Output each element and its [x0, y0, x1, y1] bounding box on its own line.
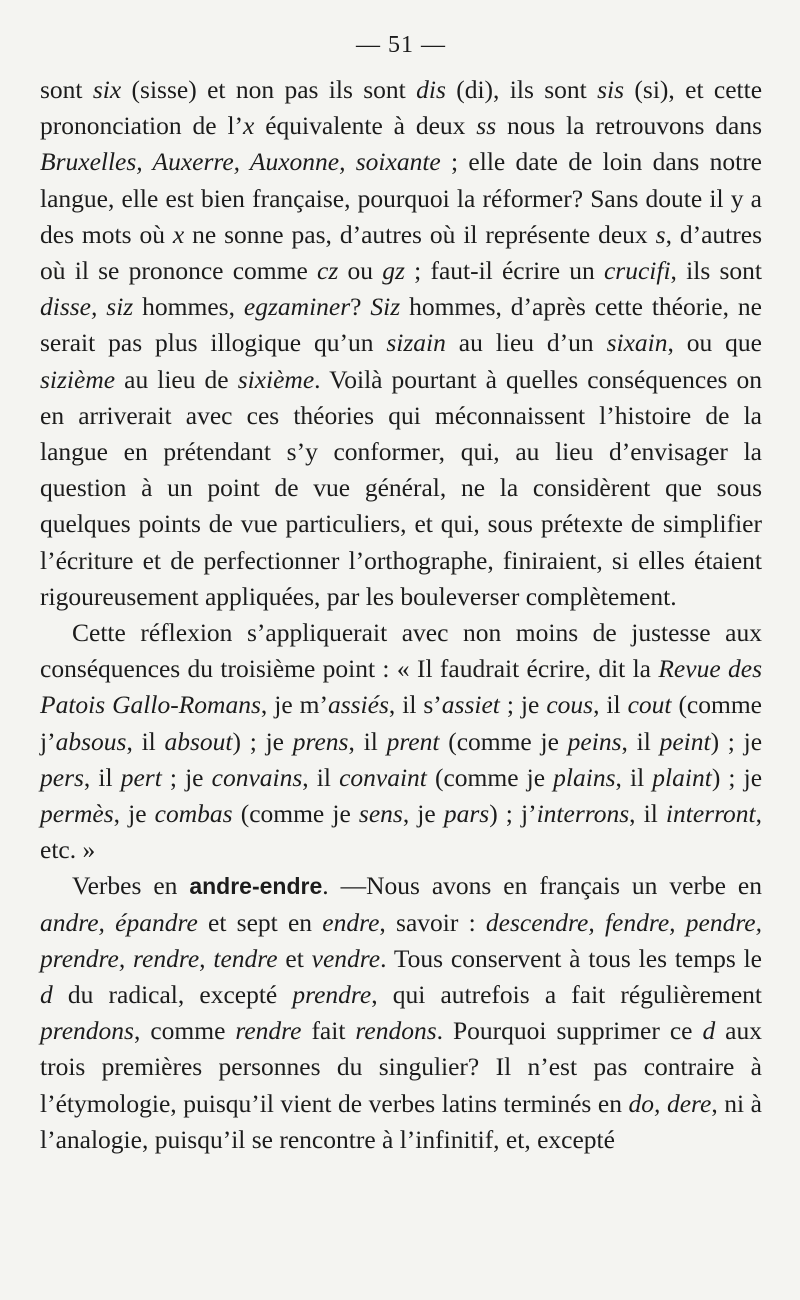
- italic-run: Bruxelles, Auxerre, Auxonne, soixante: [40, 147, 441, 177]
- text-run: (comme je: [439, 726, 568, 756]
- text-run: (comme je: [232, 799, 359, 829]
- italic-run: pers: [40, 762, 84, 792]
- italic-run: disse, siz: [40, 292, 134, 322]
- italic-run: ss: [476, 111, 497, 141]
- italic-run: cous: [546, 690, 594, 720]
- italic-run: endre: [322, 907, 380, 937]
- bold-run: andre-endre: [189, 873, 323, 900]
- text-run: Verbes en: [72, 871, 190, 901]
- italic-run: rendre: [235, 1016, 302, 1046]
- italic-run: plains: [553, 762, 616, 792]
- text-run: . Pourquoi supprimer ce: [436, 1016, 703, 1046]
- italic-run: crucifi: [603, 256, 671, 286]
- italic-run: combas: [154, 799, 233, 829]
- text-run: nous la retrouvons dans: [496, 111, 762, 141]
- italic-run: egzaminer: [243, 292, 351, 322]
- italic-run: sis: [597, 75, 625, 104]
- italic-run: sixain: [606, 328, 668, 358]
- text-run: , il: [348, 726, 387, 756]
- italic-run: prendons: [40, 1016, 134, 1046]
- italic-run: gz: [382, 256, 405, 286]
- text-run: au lieu d’un: [445, 328, 607, 358]
- paragraph: [40, 72, 762, 615]
- italic-run: Revue des Patois Gallo-Romans: [40, 654, 762, 720]
- text-run: , il: [593, 690, 628, 720]
- text-run: , je: [402, 799, 444, 829]
- italic-run: x: [243, 111, 255, 141]
- page-number: — 51 —: [356, 32, 446, 58]
- text-run: ; faut-il écrire un: [404, 256, 604, 286]
- text-run: , d’autres où il se prononce comme: [40, 219, 762, 286]
- italic-run: pars: [443, 799, 490, 829]
- italic-run: cz: [317, 256, 339, 286]
- text-run: Cette réflexion s’appliquerait avec non moins de justesse aux conséquences du troisième point : « Il faudrait écrire, dit la: [40, 618, 762, 684]
- page-body-text: [40, 72, 762, 1158]
- text-run: ; je: [161, 762, 212, 792]
- text-run: ) ; je: [232, 726, 293, 756]
- text-run: , je: [113, 799, 155, 829]
- italic-run: six: [92, 75, 122, 104]
- text-run: . Tous conservent à tous les temps le: [380, 943, 762, 973]
- text-run: . Voilà pourtant à quelles conséquences on en arriverait avec ces théories qui méconnaissent l’histoire de la langue en prétendant s’y conformer, qui, au lieu d’envisager la question à un point de vue général, ne la considèrent que sous quelques points de vue particuliers, et qui, sous prétexte de simplifier l’écriture et de perfectionner l’orthographe, finiraient, si elles étaient rigoureusement appliquées, par les bouleverser complètement.: [40, 364, 762, 611]
- text-run: sont: [40, 75, 93, 104]
- italic-run: sens: [358, 799, 403, 829]
- text-run: , savoir :: [379, 907, 486, 937]
- italic-run: prendre: [292, 980, 372, 1010]
- text-run: , il: [83, 762, 121, 792]
- text-run: ) ; j’: [489, 799, 537, 829]
- text-run: , je m’: [260, 690, 328, 720]
- italic-run: pert: [120, 762, 162, 792]
- text-run: (sisse) et non pas ils sont: [121, 75, 417, 104]
- italic-run: assiés: [327, 690, 389, 720]
- italic-run: Siz: [370, 292, 401, 322]
- italic-run: andre, épandre: [40, 907, 198, 937]
- text-run: ; je: [499, 690, 547, 720]
- italic-run: sizième: [40, 364, 116, 394]
- text-run: , il: [629, 799, 666, 829]
- italic-run: prens: [292, 726, 349, 756]
- text-run: aux trois premières personnes du singulier? Il n’est pas contraire à l’étymologie, puisqu’il vient de verbes latins terminés en: [40, 1016, 762, 1118]
- text-run: , ni à l’analogie, puisqu’il se rencontre à l’infinitif, et, excepté: [40, 1088, 762, 1154]
- text-run: (si), et cette prononciation de l’: [40, 75, 763, 141]
- italic-run: do, dere: [628, 1088, 712, 1118]
- text-run: , il: [126, 726, 165, 756]
- text-run: et: [277, 943, 312, 973]
- text-run: équivalente à deux: [254, 111, 477, 141]
- italic-run: prent: [386, 726, 440, 756]
- paragraph: [40, 615, 762, 868]
- italic-run: vendre: [311, 943, 381, 973]
- text-run: , il s’: [388, 690, 442, 720]
- text-run: ) ; je: [711, 762, 763, 792]
- italic-run: absout: [164, 726, 233, 756]
- italic-run: interront: [665, 799, 756, 829]
- text-run: (di), ils sont: [445, 75, 598, 104]
- text-run: , il: [615, 762, 653, 792]
- italic-run: dis: [416, 75, 446, 104]
- text-run: , ou que: [667, 328, 762, 358]
- text-run: , il: [621, 726, 660, 756]
- italic-run: absous: [55, 726, 127, 756]
- text-run: et sept en: [197, 907, 323, 937]
- italic-run: rendons: [355, 1016, 437, 1046]
- italic-run: x: [172, 219, 185, 249]
- italic-run: assiet: [441, 690, 500, 720]
- text-run: du radical, excepté: [52, 980, 293, 1010]
- text-run: (comme je: [426, 762, 554, 792]
- text-run: (comme j’: [40, 690, 762, 756]
- text-run: ?: [350, 292, 371, 322]
- text-run: ne sonne pas, d’autres où il représente deux: [184, 219, 656, 249]
- text-run: ou: [338, 256, 383, 286]
- italic-run: s: [655, 219, 666, 249]
- text-run: , comme: [133, 1016, 236, 1046]
- text-run: , ils sont: [670, 256, 762, 286]
- italic-run: sixième: [237, 364, 315, 394]
- italic-run: d: [702, 1016, 716, 1046]
- text-run: , qui autrefois a fait régulièrement: [371, 980, 762, 1010]
- text-run: ; elle date de loin dans notre langue, elle est bien française, pourquoi la réformer? Sans doute il y a des mots où: [40, 147, 762, 249]
- text-run: fait: [301, 1016, 356, 1046]
- text-run: . —Nous avons en français un verbe en: [322, 871, 762, 901]
- italic-run: peins: [567, 726, 622, 756]
- italic-run: permès: [40, 799, 114, 829]
- italic-run: sizain: [386, 328, 446, 358]
- italic-run: d: [40, 980, 53, 1010]
- italic-run: convaint: [339, 762, 427, 792]
- italic-run: cout: [627, 690, 672, 720]
- text-run: hommes,: [133, 292, 244, 322]
- text-run: ) ; je: [710, 726, 763, 756]
- italic-run: interrons: [536, 799, 630, 829]
- italic-run: convains: [211, 762, 303, 792]
- paragraph: [40, 868, 762, 1158]
- italic-run: plaint: [652, 762, 712, 792]
- italic-run: peint: [659, 726, 711, 756]
- text-run: hommes, d’après cette théorie, ne serait pas plus illogique qu’un: [40, 292, 762, 358]
- text-run: , il: [302, 762, 340, 792]
- text-run: au lieu de: [115, 364, 238, 394]
- text-run: , etc. »: [40, 799, 763, 865]
- italic-run: descendre, fendre, pendre, prendre, rendre, tendre: [40, 907, 762, 973]
